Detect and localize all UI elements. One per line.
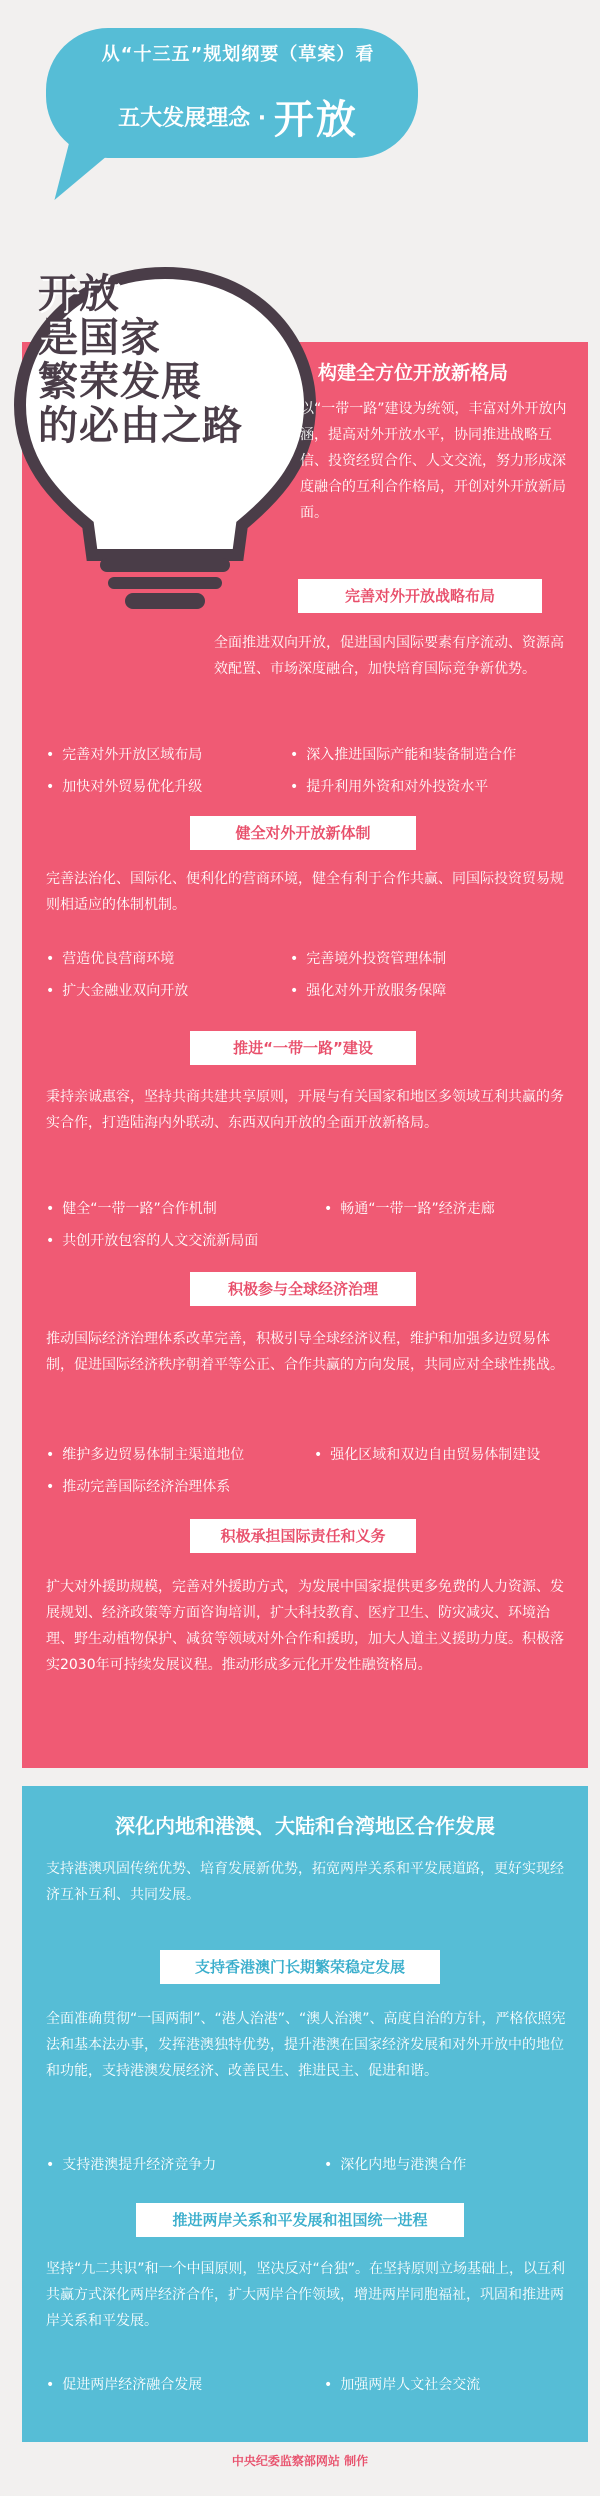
sub2-bullet: • 营造优良营商环境: [46, 948, 174, 968]
section2-sub2-bullet: • 加强两岸人文社会交流: [324, 2374, 480, 2394]
sub4-bullet: • 维护多边贸易体制主渠道地位: [46, 1444, 244, 1464]
section1-intro: 以“一带一路”建设为统领，丰富对外开放内涵，提高对外开放水平，协同推进战略互信、投资经贸合作、人文交流，努力形成深度融合的互利合作格局，开创对外开放新局面。: [300, 401, 567, 521]
section2-sub2-text: 坚持“九二共识”和一个中国原则，坚决反对“台独”。在坚持原则立场基础上，以互利共赢方式深化两岸经济合作，扩大两岸合作领域，增进两岸同胞福祉，巩固和推进两岸关系和平发展。: [46, 2261, 566, 2329]
sub1-bullet: • 提升利用外资和对外投资水平: [290, 776, 488, 796]
footer-credit: 中央纪委监察部网站 制作: [231, 2454, 369, 2468]
header-subtitle: 从“十三五”规划纲要（草案）看: [101, 44, 375, 65]
section1-title: 构建全方位开放新格局: [318, 362, 509, 384]
sub2-bullet: • 强化对外开放服务保障: [290, 980, 446, 1000]
sub1-bullet: • 加快对外贸易优化升级: [46, 776, 202, 796]
sub5-text: 扩大对外援助规模，完善对外援助方式，为发展中国家提供更多免费的人力资源、发展规划、经济政策等方面咨询培训，扩大科技教育、医疗卫生、防灾减灾、环境治理、野生动植物保护、减贫等领域对外合作和援助，加大人道主义援助力度。积极落实2030年可持续发展议程。推动形成多元化开发性融资格局。: [46, 1579, 564, 1673]
sub3-text: 秉持亲诚惠容，坚持共商共建共享原则，开展与有关国家和地区多领域互利共赢的务实合作，打造陆海内外联动、东西双向开放的全面开放新格局。: [46, 1089, 564, 1131]
section2-title: 深化内地和港澳、大陆和台湾地区合作发展: [115, 1814, 495, 1838]
sub1-bullet: • 深入推进国际产能和装备制造合作: [290, 744, 516, 764]
sub3-title-box: 推进“一带一路”建设: [190, 1031, 416, 1065]
section2-sub1-bullet: • 支持港澳提升经济竞争力: [46, 2154, 216, 2174]
section2-sub2-title-box: 推进两岸关系和平发展和祖国统一进程: [136, 2203, 464, 2237]
header-title: [58, 88, 418, 145]
sub1-title-box: 完善对外开放战略布局: [298, 579, 542, 613]
sub2-title-box: 健全对外开放新体制: [190, 816, 416, 850]
slogan-text: [38, 272, 298, 448]
section2-sub1-bullet: • 深化内地与港澳合作: [324, 2154, 466, 2174]
sub4-text: 推动国际经济治理体系改革完善，积极引导全球经济议程，维护和加强多边贸易体制，促进国际经济秩序朝着平等公正、合作共赢的方向发展，共同应对全球性挑战。: [46, 1331, 564, 1373]
slogan-line: 是国家: [38, 314, 161, 361]
sub3-bullet: • 畅通“一带一路”经济走廊: [324, 1198, 495, 1218]
header-title-prefix: 五大发展理念 ·: [118, 106, 267, 131]
sub4-title-box: 积极参与全球经济治理: [190, 1272, 416, 1306]
sub3-bullet: • 共创开放包容的人文交流新局面: [46, 1230, 258, 1250]
sub5-title-box: 积极承担国际责任和义务: [190, 1519, 416, 1553]
slogan-line: 开放: [38, 270, 120, 317]
sub2-text: 完善法治化、国际化、便利化的营商环境，健全有利于合作共赢、同国际投资贸易规则相适应的体制机制。: [46, 871, 564, 913]
section2-intro: 支持港澳巩固传统优势、培育发展新优势，拓宽两岸关系和平发展道路，更好实现经济互补互利、共同发展。: [46, 1861, 564, 1903]
section2-sub1-title-box: 支持香港澳门长期繁荣稳定发展: [160, 1950, 440, 1984]
sub4-bullet: • 强化区域和双边自由贸易体制建设: [314, 1444, 540, 1464]
sub1-text: 全面推进双向开放，促进国内国际要素有序流动、资源高效配置、市场深度融合，加快培育国际竞争新优势。: [214, 635, 564, 677]
header-title-keyword: 开放: [273, 97, 358, 143]
sub2-bullet: • 扩大金融业双向开放: [46, 980, 188, 1000]
section2-sub2-bullet: • 促进两岸经济融合发展: [46, 2374, 202, 2394]
section2-sub1-text: 全面准确贯彻“一国两制”、“港人治港”、“澳人治澳”、高度自治的方针，严格依照宪法和基本法办事，发挥港澳独特优势，提升港澳在国家经济发展和对外开放中的地位和功能，支持港澳发展经济、改善民生、推进民主、促进和谐。: [46, 2011, 566, 2079]
sub2-bullet: • 完善境外投资管理体制: [290, 948, 446, 968]
sub1-bullet: • 完善对外开放区域布局: [46, 744, 202, 764]
slogan-line: 繁荣发展: [38, 358, 202, 405]
slogan-line: 的必由之路: [38, 402, 243, 449]
sub4-bullet: • 推动完善国际经济治理体系: [46, 1476, 230, 1496]
sub3-bullet: • 健全“一带一路”合作机制: [46, 1198, 217, 1218]
